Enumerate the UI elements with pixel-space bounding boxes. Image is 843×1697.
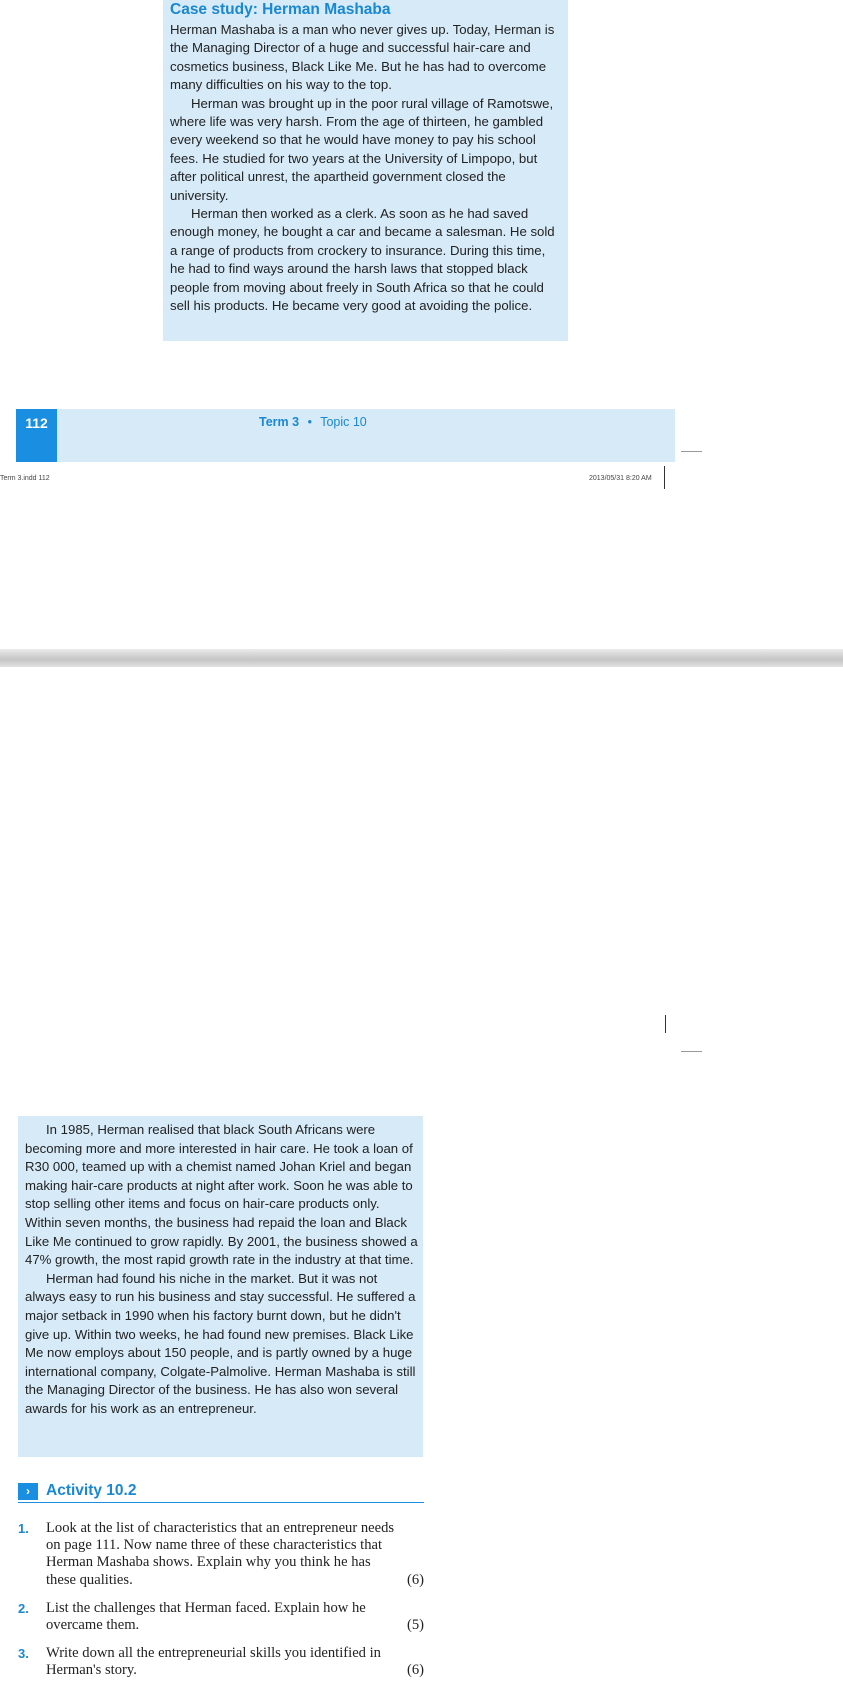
crop-mark — [665, 1015, 666, 1033]
story-paragraph: Herman had found his niche in the market. But it was not always easy to run his business and stay successful. He suffered a major setback in 1990 when his factory burnt down, but he didn't give up. Within two weeks, he had found new premises. Black Like Me now employs about 150 people, and is partly owned by a huge international company, Colgate-Palmolive. Herman Mashaba is still the Managing Director of the business. He has also won several awards for his work as an entrepreneur. — [25, 1270, 416, 1416]
story-continuation-box — [18, 1116, 423, 1457]
question-number: 1. — [18, 1521, 29, 1536]
question-item — [18, 1520, 424, 1589]
crop-mark — [681, 451, 702, 452]
case-study-paragraph: Herman then worked as a clerk. As soon as he had saved enough money, he bought a car and became a salesman. He sold a range of products from crockery to insurance. During this time, he had to find ways around the harsh laws that stopped black people from moving about freely in South Africa so that he could sell his products. He became very good at avoiding the police. — [170, 206, 555, 314]
term-label: Term 3 — [259, 415, 300, 429]
story-paragraph: In 1985, Herman realised that black South Africans were becoming more and more interested in hair care. He took a loan of R30 000, teamed up with a chemist named Johan Kriel and began making hair-care products at night after work. Soon he was able to stop selling other items and focus on hair-care products only. Within seven months, the business had repaid the loan and Black Like Me continued to grow rapidly. By 2001, the business showed a 47% growth, the most rapid growth rate in the industry at that time. — [25, 1122, 418, 1268]
question-text: Look at the list of characteristics that an entrepreneur needs on page 111. Now name three of these characteristics that Herman Mashaba shows. Explain why you think he has these qualities. — [46, 1520, 395, 1588]
chevron-right-icon: › — [18, 1483, 38, 1500]
crop-mark — [681, 1051, 702, 1052]
question-marks: (5) — [406, 1617, 424, 1634]
case-study-paragraph: Herman was brought up in the poor rural village of Ramotswe, where life was very harsh. From the age of thirteen, he gambled every weekend so that he would have money to pay his school fees. He studied for two years at the University of Limpopo, but after political unrest, the apartheid government closed the university. — [170, 95, 554, 203]
crop-mark — [664, 466, 665, 489]
slug-filename: Term 3.indd 112 — [0, 475, 50, 482]
activity-title: Activity 10.2 — [46, 1482, 137, 1499]
page-number: 112 — [16, 409, 57, 462]
question-marks: (6) — [406, 1571, 424, 1588]
question-number: 2. — [18, 1601, 29, 1616]
topic-label: Topic 10 — [320, 415, 367, 429]
question-marks: (6) — [406, 1662, 424, 1679]
running-footer — [259, 413, 367, 431]
question-item — [18, 1600, 424, 1634]
question-item — [18, 1645, 424, 1679]
case-study-title: Case study: Herman Mashaba — [170, 1, 391, 18]
page-separator — [0, 649, 843, 667]
footer-bullet: • — [307, 415, 312, 429]
question-number: 3. — [18, 1646, 29, 1661]
question-text: List the challenges that Herman faced. Explain how he overcame them. — [46, 1600, 366, 1634]
case-study-paragraph: Herman Mashaba is a man who never gives up. Today, Herman is the Managing Director of a huge and successful hair-care and cosmetics business, Black Like Me. But he has had to overcome many difficulties on his way to the top. — [170, 22, 555, 93]
case-study-box — [163, 0, 568, 341]
question-text: Write down all the entrepreneurial skills you identified in Herman's story. — [46, 1645, 381, 1679]
slug-date: 2013/05/31 8:20 AM — [589, 475, 652, 482]
activity-header — [18, 1480, 424, 1503]
